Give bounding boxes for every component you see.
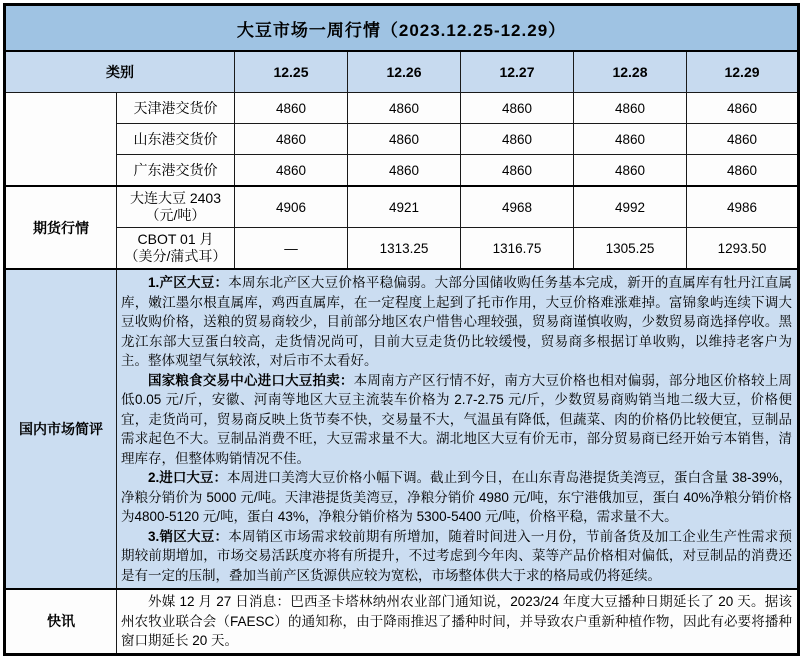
tianjin-value-1228: 4860 <box>574 93 687 124</box>
cbot-value-1227: 1316.75 <box>461 228 574 270</box>
shandong-value-1226: 4860 <box>348 124 461 155</box>
news-text-block <box>117 589 799 654</box>
date-header-1226: 12.26 <box>348 51 461 93</box>
date-header-1228: 12.28 <box>574 51 687 93</box>
review-paragraph-sales-area <box>121 527 792 586</box>
review-paragraph-producing-area <box>121 273 792 371</box>
guangdong-value-1229: 4860 <box>687 155 799 187</box>
cbot-label-line1: CBOT 01 月 <box>137 230 214 247</box>
dalian-label-line1: 大连大豆 2403 <box>129 189 222 206</box>
review-p2-body: 本周南方产区行情不好，南方大豆价格也相对偏弱，部分地区价格较上周低0.05 元/斤，安徽、河南等地区大豆主流装车价格为 2.7-2.75 元/斤，少数贸易商购销当地二级大豆，价格便宜，走货尚可，贸易商反映上货节奏不快，交易量不大，气温虽有降低，但蔬菜、肉的价格仍比较便宜，豆制品需求起色不大。豆制品消费不旺，大豆需求量不大。湖北地区大豆有价无市，部分贸易商已经开始亏本销售，清理库存，但整体购销情况不佳。 <box>121 372 793 466</box>
tianjin-value-1227: 4860 <box>461 93 574 124</box>
review-p4-lead: 3.销区大豆： <box>148 528 229 544</box>
dalian-value-1227: 4968 <box>461 186 574 228</box>
table-row-market-review <box>5 269 799 589</box>
page-title: 大豆市场一周行情（2023.12.25-12.29） <box>5 5 799 52</box>
tianjin-value-1229: 4860 <box>687 93 799 124</box>
shandong-value-1225: 4860 <box>235 124 348 155</box>
shandong-value-1229: 4860 <box>687 124 799 155</box>
category-header: 类别 <box>5 51 235 93</box>
review-paragraph-auction <box>121 371 792 469</box>
news-section-label: 快讯 <box>5 589 117 654</box>
soybean-weekly-report-table <box>3 3 800 656</box>
review-p3-lead: 2.进口大豆： <box>148 470 228 485</box>
row-label-tianjin-port: 天津港交货价 <box>117 93 235 124</box>
review-p1-body: 本周东北产区大豆价格平稳偏弱。大部分国储收购任务基本完成，新开的直属库有牡丹江直属库，嫩江墨尔根直属库，鸡西直属库，在一定程度上起到了托市作用，大豆价格难涨难掉。富锦象屿连续下调大豆收购价格，送粮的贸易商较少，目前部分地区农户惜售心理较强，贸易商谨慎收购，少数贸易商选择停收。黑龙江东部大豆蛋白较高，走货情况尚可，目前大豆走货仍比较缓慢，贸易商多根据订单收购，以维持老客户为主。整体观望气氛较浓，对后市不太看好。 <box>121 275 793 368</box>
cbot-label-line2: （美分/蒲式耳） <box>124 248 227 264</box>
guangdong-value-1226: 4860 <box>348 155 461 187</box>
shandong-value-1227: 4860 <box>461 124 574 155</box>
dalian-value-1229: 4986 <box>687 186 799 228</box>
review-p1-lead: 1.产区大豆： <box>148 275 229 290</box>
header-row <box>5 51 799 93</box>
cbot-value-1226: 1313.25 <box>348 228 461 270</box>
guangdong-value-1225: 4860 <box>235 155 348 187</box>
review-p2-lead: 国家粮食交易中心进口大豆拍卖： <box>148 372 354 388</box>
table-row-cbot-futures <box>5 228 799 270</box>
dalian-value-1225: 4906 <box>235 186 348 228</box>
spot-section-spacer <box>5 93 117 187</box>
review-p3-body: 本周进口美湾大豆价格小幅下调。截止到今日，在山东青岛港提货美湾豆，蛋白含量 38-39%，净粮分销价为 5000 元/吨。天津港提货美湾豆，净粮分销价 4980 元/吨，东宁港俄加豆，蛋白 40%净粮分销价格为4800-5120 元/吨，蛋白 43%，净粮分销价格为 5300-5400 元/吨，价格平稳，需求量不大。 <box>121 470 793 524</box>
date-header-1225: 12.25 <box>235 51 348 93</box>
review-p4-body: 本周销区市场需求较前期有所增加，随着时间进入一月份，节前备货及加工企业生产性需求预期较前期增加，市场交易活跃度亦将有所提升，不过考虑到今年肉、菜等产品价格相对偏低，对豆制品的消费还是有一定的压制，叠加当前产区货源供应较为宽松，市场整体供大于求的格局或仍将延续。 <box>121 528 793 583</box>
news-paragraph: 外媒 12 月 27 日消息：巴西圣卡塔林纳州农业部门通知说，2023/24 年度大豆播种日期延长了 20 天。据该州农牧业联合会（FAESC）的通知称，由于降雨推迟了播种时间，并导致农户重新种植作物，因此有必要将播种窗口期延长 20 天。 <box>121 594 793 648</box>
cbot-value-1229: 1293.50 <box>687 228 799 270</box>
tianjin-value-1225: 4860 <box>235 93 348 124</box>
cbot-value-1225: — <box>235 228 348 270</box>
guangdong-value-1228: 4860 <box>574 155 687 187</box>
shandong-value-1228: 4860 <box>574 124 687 155</box>
table-row-dalian-futures <box>5 186 799 228</box>
review-section-label: 国内市场简评 <box>5 269 117 589</box>
title-row <box>5 5 799 52</box>
row-label-dalian-2403 <box>117 186 235 228</box>
dalian-value-1228: 4992 <box>574 186 687 228</box>
guangdong-value-1227: 4860 <box>461 155 574 187</box>
table-row-news-flash <box>5 589 799 654</box>
review-paragraph-imported <box>121 468 792 527</box>
futures-section-label: 期货行情 <box>5 186 117 269</box>
dalian-label-line2: （元/吨） <box>145 207 206 223</box>
date-header-1229: 12.29 <box>687 51 799 93</box>
tianjin-value-1226: 4860 <box>348 93 461 124</box>
table-row-tianjin <box>5 93 799 124</box>
row-label-shandong-port: 山东港交货价 <box>117 124 235 155</box>
review-text-block <box>117 269 799 589</box>
row-label-cbot-01 <box>117 228 235 270</box>
cbot-value-1228: 1305.25 <box>574 228 687 270</box>
date-header-1227: 12.27 <box>461 51 574 93</box>
table-row-guangdong <box>5 155 799 187</box>
row-label-guangdong-port: 广东港交货价 <box>117 155 235 187</box>
dalian-value-1226: 4921 <box>348 186 461 228</box>
table-row-shandong <box>5 124 799 155</box>
